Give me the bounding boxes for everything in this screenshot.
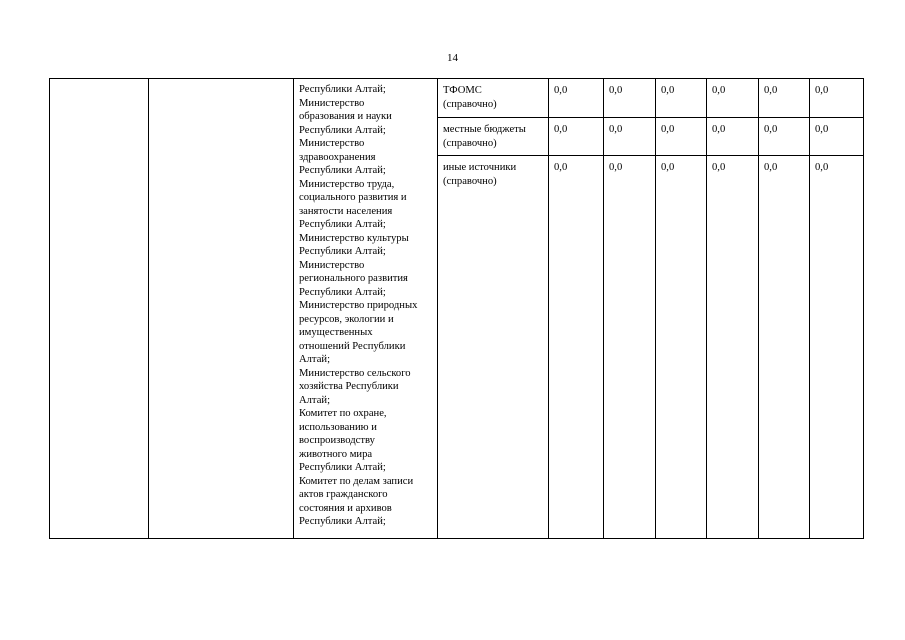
value-cell: 0,0: [656, 118, 707, 156]
executor-line: актов гражданского: [299, 489, 388, 500]
value-cell: 0,0: [604, 156, 656, 539]
value-cell: 0,0: [604, 79, 656, 118]
value-cell: 0,0: [810, 156, 864, 539]
executor-line: Республики Алтай;: [299, 516, 386, 527]
funding-source-note: (справочно): [443, 137, 497, 149]
value-cell: 0,0: [656, 79, 707, 118]
executor-line: Министерство культуры: [299, 232, 409, 244]
executor-line: Республики Алтай;: [299, 462, 386, 473]
funding-table: [49, 78, 864, 539]
value-cell: 0,0: [549, 156, 604, 539]
executor-line: воспроизводству: [299, 435, 375, 446]
funding-source-label: иные источники: [443, 162, 517, 173]
value-cell: 0,0: [759, 118, 810, 156]
empty-cell-col1: [50, 79, 149, 539]
executor-line: отношений Республики: [299, 340, 406, 352]
funding-source-note: (справочно): [443, 98, 497, 110]
value-cell: 0,0: [549, 79, 604, 118]
executor-line: Республики Алтай;: [299, 286, 386, 298]
executor-line: регионального развития: [299, 273, 408, 284]
executor-line: Комитет по охране,: [299, 408, 387, 419]
executor-line: занятости населения: [299, 205, 393, 217]
executor-line: социального развития и: [299, 192, 407, 203]
executor-line: Алтай;: [299, 354, 331, 365]
executor-line: Министерство: [299, 97, 365, 109]
funding-source-cell: [438, 118, 549, 156]
executor-line: Министерство труда,: [299, 178, 395, 190]
executor-line: имущественных: [299, 327, 373, 338]
executor-line: Алтай;: [299, 394, 331, 406]
executors-cell: [294, 79, 438, 539]
executor-line: Министерство: [299, 138, 365, 149]
funding-source-cell: [438, 79, 549, 118]
executor-line: состояния и архивов: [299, 502, 392, 514]
executor-line: использованию и: [299, 421, 377, 433]
page-number: 14: [447, 52, 458, 64]
executor-line: здравоохранения: [299, 151, 376, 163]
funding-source-note: (справочно): [443, 175, 497, 187]
executor-line: Республики Алтай;: [299, 84, 386, 95]
executor-line: Республики Алтай;: [299, 124, 386, 136]
executor-line: ресурсов, экологии и: [299, 313, 394, 325]
funding-source-cell: [438, 156, 549, 539]
table-row: [50, 79, 864, 118]
executor-line: животного мира: [299, 448, 373, 460]
value-cell: 0,0: [604, 118, 656, 156]
executor-line: Министерство сельского: [299, 367, 411, 379]
executor-line: Министерство: [299, 259, 365, 271]
value-cell: 0,0: [707, 79, 759, 118]
executor-line: хозяйства Республики: [299, 381, 399, 392]
value-cell: 0,0: [759, 79, 810, 118]
executor-line: Республики Алтай;: [299, 246, 386, 257]
executor-line: образования и науки: [299, 111, 392, 122]
value-cell: 0,0: [707, 156, 759, 539]
value-cell: 0,0: [810, 118, 864, 156]
value-cell: 0,0: [707, 118, 759, 156]
value-cell: 0,0: [810, 79, 864, 118]
funding-source-label: ТФОМС: [443, 85, 482, 96]
executor-line: Республики Алтай;: [299, 219, 386, 230]
executor-line: Республики Алтай;: [299, 165, 386, 176]
funding-source-label: местные бюджеты: [443, 124, 526, 135]
value-cell: 0,0: [656, 156, 707, 539]
value-cell: 0,0: [759, 156, 810, 539]
empty-cell-col2: [149, 79, 294, 539]
executor-line: Комитет по делам записи: [299, 475, 414, 487]
value-cell: 0,0: [549, 118, 604, 156]
executor-line: Министерство природных: [299, 300, 418, 311]
